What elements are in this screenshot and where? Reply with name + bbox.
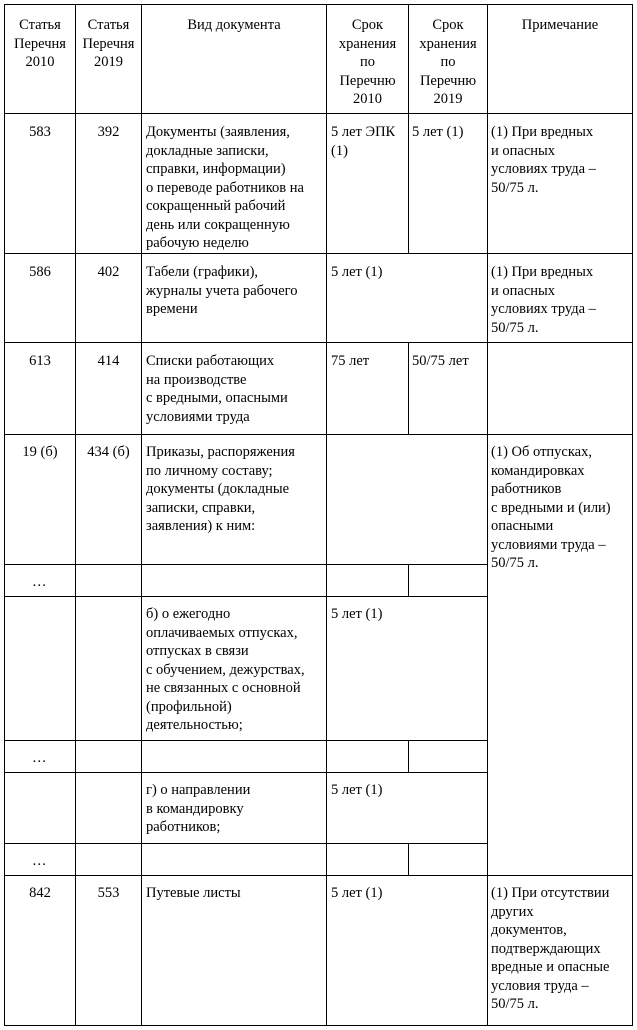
header-bottom-line — [4, 113, 633, 114]
row10-article-2019: 553 — [97, 885, 120, 901]
table-border-left — [4, 4, 5, 1026]
row-separator — [4, 342, 633, 343]
row-separator — [4, 564, 488, 565]
row-separator — [4, 253, 633, 254]
retention-periods-table — [4, 4, 633, 1026]
row4-note: (1) Об отпусках, командировках работников с вредными и (или) опасными условиями труда – 50/75 л. — [491, 444, 611, 571]
row1-note: (1) При вредных и опасных условиях труда – 50/75 л. — [491, 124, 596, 196]
table-divider-col5 — [487, 4, 488, 1026]
row-separator — [4, 740, 488, 741]
header-term-2019: Срок хранения по Перечню 2019 — [419, 17, 477, 107]
ellipsis-row: … — [32, 574, 47, 590]
row1-term-2019: 5 лет (1) — [412, 124, 464, 140]
row4-document: Приказы, распоряжения по личному составу; документы (докладные записки, справки, заявления) к ним: — [146, 444, 295, 534]
row2-article-2010: 586 — [29, 264, 51, 280]
row10-note: (1) При отсутствии других документов, подтверждающих вредные и опасные условия труда – 50/75 л. — [491, 885, 610, 1012]
row6-term: 5 лет (1) — [331, 606, 383, 622]
header-document-type: Вид документа — [187, 17, 281, 33]
row10-article-2010: 842 — [29, 885, 51, 901]
table-divider-col4 — [408, 843, 409, 875]
table-divider-col4 — [408, 564, 409, 596]
row6-document: б) о ежегодно оплачиваемых отпусках, отпусках в связи с обучением, дежурствах, не связанных с основной (профильной) деятельностью; — [146, 606, 305, 733]
table-divider-col2 — [141, 4, 142, 1026]
header-note: Примечание — [521, 17, 599, 33]
table-border-bottom — [4, 1025, 633, 1026]
row10-document: Путевые листы — [146, 885, 241, 901]
ellipsis-row: … — [32, 853, 47, 869]
row2-term: 5 лет (1) — [331, 264, 383, 280]
header-term-2010: Срок хранения по Перечню 2010 — [338, 17, 397, 107]
row1-article-2019: 392 — [97, 124, 120, 140]
table-divider-col3 — [326, 4, 327, 1026]
row3-term-2010: 75 лет — [331, 353, 370, 369]
row2-article-2019: 402 — [97, 264, 120, 280]
row3-document: Списки работающих на производстве с вредными, опасными условиями труда — [146, 353, 288, 425]
row-separator — [4, 434, 633, 435]
row4-article-2019: 434 (б) — [87, 444, 130, 460]
row3-article-2010: 613 — [29, 353, 51, 369]
row1-document: Документы (заявления, докладные записки, справки, информации) о переводе работников на сокращенный рабочий день или сокращенную рабочую неделю — [146, 124, 304, 251]
table-divider-col4 — [408, 740, 409, 772]
row3-article-2019: 414 — [97, 353, 120, 369]
row2-document: Табели (графики), журналы учета рабочего времени — [146, 264, 298, 317]
header-article-2010: Статья Перечня 2010 — [14, 17, 66, 70]
header-article-2019: Статья Перечня 2019 — [82, 17, 135, 70]
ellipsis-row: … — [32, 750, 47, 766]
row8-term: 5 лет (1) — [331, 782, 383, 798]
table-divider-col4 — [408, 342, 409, 434]
row3-term-2019: 50/75 лет — [412, 353, 469, 369]
row1-article-2010: 583 — [29, 124, 51, 140]
row-separator — [4, 875, 633, 876]
row10-term: 5 лет (1) — [331, 885, 383, 901]
table-border-top — [4, 4, 633, 5]
table-border-right — [632, 4, 633, 1026]
row4-article-2010: 19 (б) — [22, 444, 58, 460]
row2-note: (1) При вредных и опасных условиях труда – 50/75 л. — [491, 264, 596, 336]
row1-term-2010: 5 лет ЭПК (1) — [331, 124, 396, 159]
table-divider-col1 — [75, 4, 76, 1026]
row-separator — [4, 772, 488, 773]
row8-document: г) о направлении в командировку работников; — [146, 782, 251, 835]
row-separator — [4, 596, 488, 597]
row-separator — [4, 843, 488, 844]
